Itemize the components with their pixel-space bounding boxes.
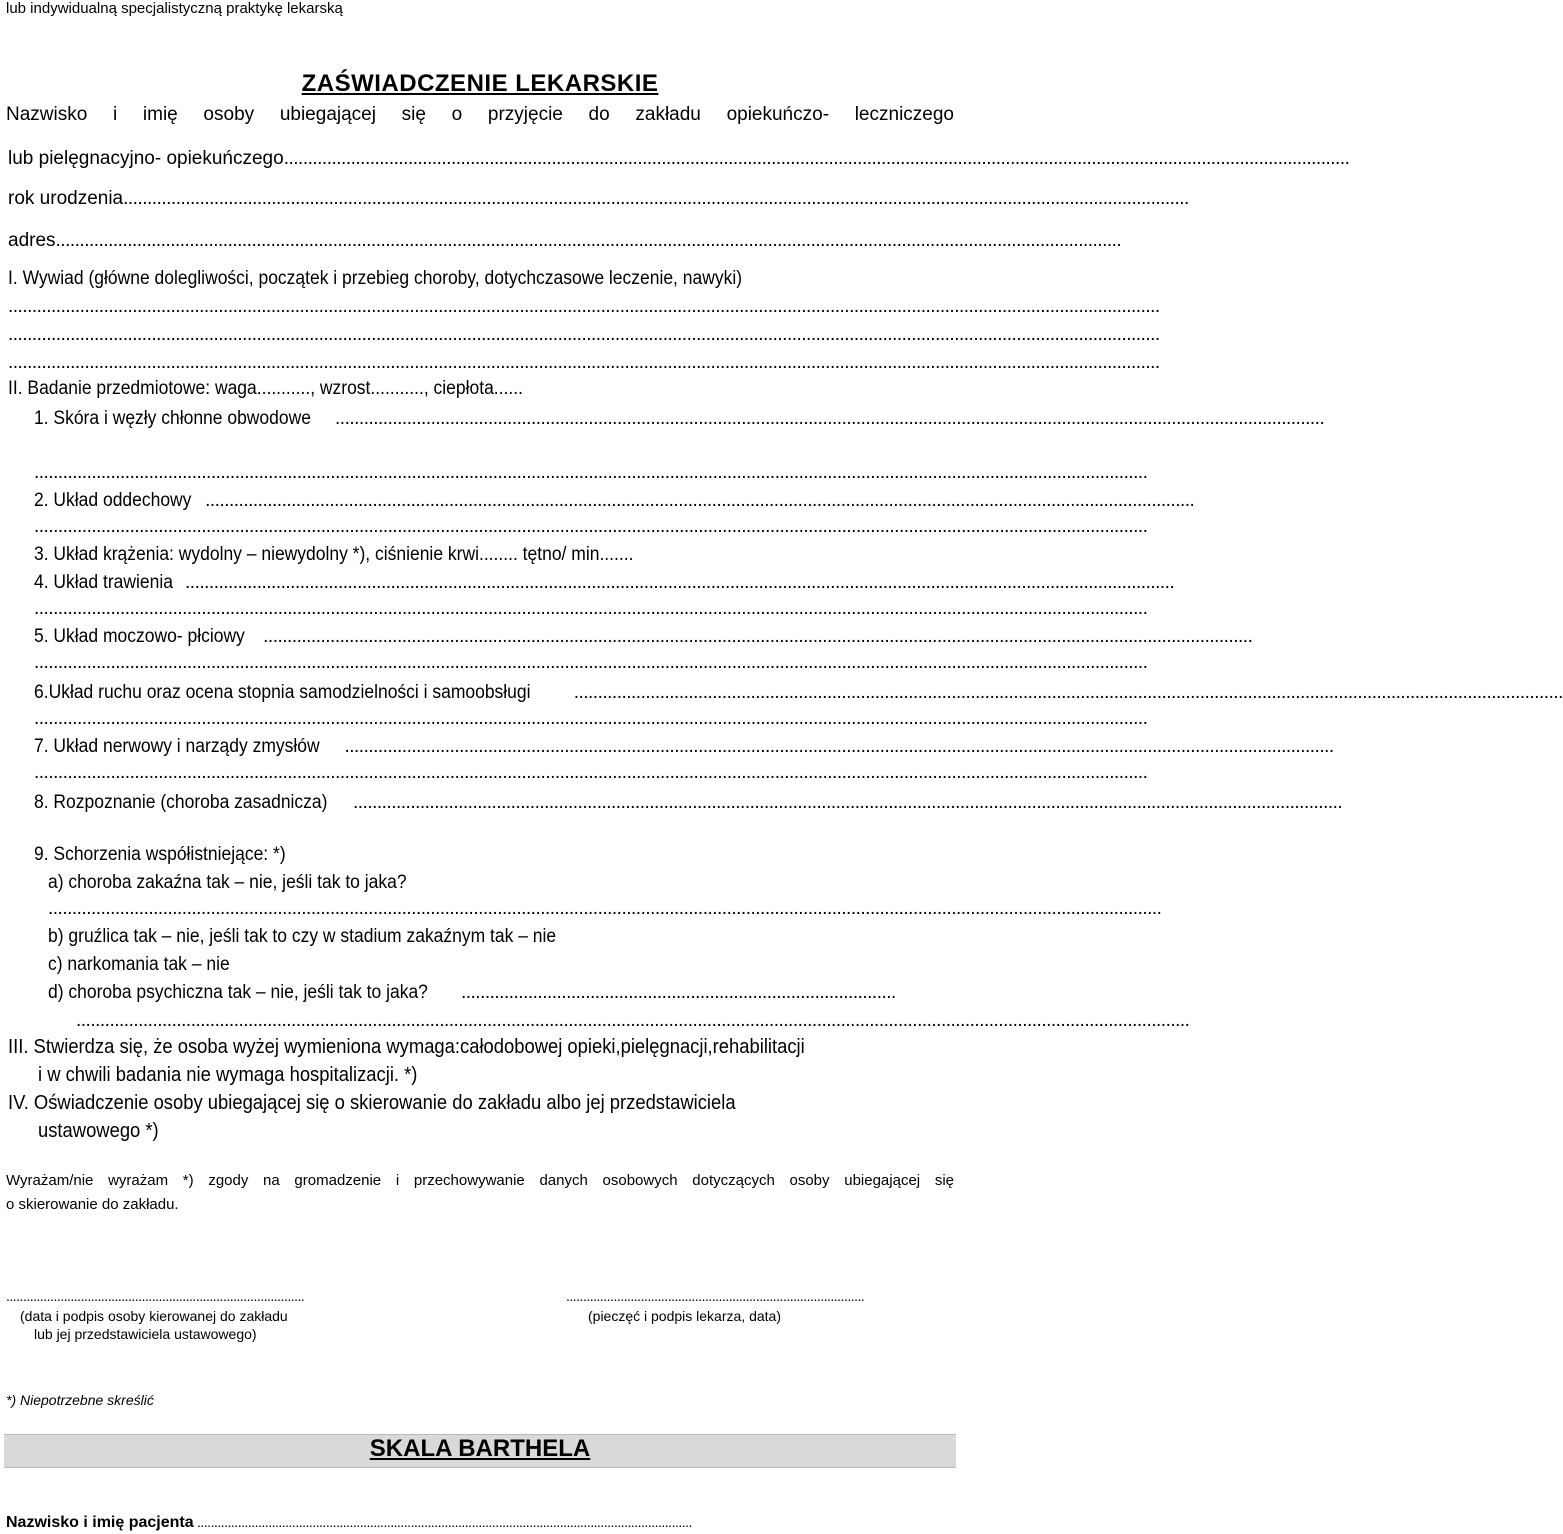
document-title: ZAŚWIADCZENIE LEKARSKIE: [301, 70, 659, 97]
dotted-line: ...........: [256, 378, 311, 399]
digestive-line-2[interactable]: .........................................................................................................................................................................................................................................: [34, 598, 1148, 619]
dotted-line: ...........: [370, 378, 424, 399]
dotted-line: ...............................................................................................................................................................................................................: [263, 626, 1253, 647]
section-3-line-2: i w chwili badania nie wymaga hospitalizacji. *): [38, 1064, 418, 1086]
dotted-line: ...............................................................................................................................................................................................................................: [55, 230, 1122, 251]
nervous-field[interactable]: [34, 734, 1334, 758]
comorbid-a: a) choroba zakaźna tak – nie, jeśli tak to jaka?: [48, 872, 407, 893]
section-1-line-3[interactable]: .................................................................................................................................................................................................................................................: [8, 352, 1160, 373]
birth-year-field[interactable]: [8, 186, 1189, 210]
applicant-signature-label: (data i podpis osoby kierowanej do zakładu: [20, 1308, 288, 1324]
digestive-label: 4. Układ trawienia: [34, 572, 173, 593]
comorbid-d-field[interactable]: [48, 980, 950, 1004]
dotted-line: .......: [599, 544, 634, 565]
section-4-line-1: IV. Oświadczenie osoby ubiegającej się o skierowanie do zakładu albo jej przedstawiciela: [8, 1092, 736, 1114]
respiratory-line-2[interactable]: .........................................................................................................................................................................................................................................: [34, 516, 1148, 537]
comorbid-heading: 9. Schorzenia współistniejące: *): [34, 844, 286, 865]
footnote: *) Niepotrzebne skreślić: [6, 1392, 154, 1408]
motor-line-2[interactable]: .........................................................................................................................................................................................................................................: [34, 708, 1148, 729]
applicant-signature-label-cont: lub jej przedstawiciela ustawowego): [34, 1326, 257, 1342]
weight-label: II. Badanie przedmiotowe: waga: [8, 378, 257, 399]
dotted-line: ...............................................................................................................................................................................................................: [335, 408, 1325, 429]
header-note: lub indywidualną specjalistyczną praktykę lekarską: [6, 0, 343, 17]
urogenital-field[interactable]: [34, 624, 1253, 648]
patient-name-field[interactable]: [6, 1514, 692, 1532]
section-4-line-2: ustawowego *): [38, 1120, 159, 1142]
circulatory-label: 3. Układ krążenia: wydolny – niewydolny *), ciśnienie krwi: [34, 544, 479, 565]
applicant-signature-line[interactable]: ........................................................................................: [6, 1288, 305, 1304]
doctor-signature-label: (pieczęć i podpis lekarza, data): [588, 1308, 781, 1324]
birth-year-label: rok urodzenia: [8, 188, 124, 209]
applicant-name-field[interactable]: [8, 146, 1350, 170]
dotted-line: ...............................................................................................................................................................................................................................: [283, 148, 1350, 169]
dotted-line: ........: [478, 544, 518, 565]
respiratory-field[interactable]: [34, 488, 1195, 512]
dotted-line: ..................................................................................................................................................: [193, 1514, 692, 1530]
dotted-line: ......: [493, 378, 523, 399]
pulse-label: tętno/ min: [517, 544, 600, 565]
section-1-line-2[interactable]: .................................................................................................................................................................................................................................................: [8, 324, 1160, 345]
motor-label: 6.Układ ruchu oraz ocena stopnia samodzielności i samoobsługi: [34, 682, 531, 703]
patient-name-label: Nazwisko i imię pacjenta: [6, 1514, 194, 1531]
comorbid-d-line[interactable]: .........................................................................................................................................................................................................................................: [76, 1010, 1190, 1031]
height-label: , wzrost: [310, 378, 371, 399]
address-label: adres: [8, 230, 56, 251]
applicant-name-label: Nazwisko i imię osoby ubiegającej się o przyjęcie do zakładu opiekuńczo- leczniczego: [6, 104, 954, 125]
dotted-line: ...............................................................................................................................................................................................................: [352, 792, 1343, 813]
dotted-line: ...............................................................................................................................................................................................................: [344, 736, 1334, 757]
circulatory-field[interactable]: [34, 544, 633, 566]
dotted-line: ...............................................................................................................................................................................................................: [573, 682, 1563, 703]
respiratory-label: 2. Układ oddechowy: [34, 490, 192, 511]
diagnosis-label: 8. Rozpoznanie (choroba zasadnicza): [34, 792, 328, 813]
temperature-label: , ciepłota: [423, 378, 494, 399]
diagnosis-field[interactable]: [34, 790, 1343, 814]
urogenital-line-2[interactable]: .........................................................................................................................................................................................................................................: [34, 652, 1148, 673]
urogenital-label: 5. Układ moczowo- płciowy: [34, 626, 245, 647]
nervous-line-2[interactable]: .........................................................................................................................................................................................................................................: [34, 762, 1148, 783]
consent-line-2: o skierowanie do zakładu.: [6, 1196, 179, 1213]
section-2-weight: [8, 378, 523, 400]
section-1-line-1[interactable]: .................................................................................................................................................................................................................................................: [8, 296, 1160, 317]
doctor-signature-line[interactable]: ........................................................................................: [566, 1288, 865, 1304]
skin-label: 1. Skóra i węzły chłonne obwodowe: [34, 408, 311, 429]
dotted-line: ...............................................................................................................................................................................................................: [205, 490, 1195, 511]
dotted-line: ...............................................................................................................................................................................................................................: [123, 188, 1189, 209]
nervous-label: 7. Układ nerwowy i narządy zmysłów: [34, 736, 320, 757]
comorbid-c: c) narkomania tak – nie: [48, 954, 230, 975]
comorbid-b: b) gruźlica tak – nie, jeśli tak to czy w stadium zakaźnym tak – nie: [48, 926, 557, 947]
motor-field[interactable]: [34, 680, 1563, 704]
address-field[interactable]: [8, 228, 1122, 252]
comorbid-a-line[interactable]: .........................................................................................................................................................................................................................................: [48, 898, 1162, 919]
section-3-line-1: III. Stwierdza się, że osoba wyżej wymieniona wymaga:całodobowej opieki,pielęgnacji,rehabilitacji: [8, 1036, 805, 1058]
dotted-line: ...............................................................................................................................................................................................................: [185, 572, 1175, 593]
section-1-heading: I. Wywiad (główne dolegliwości, początek i przebieg choroby, dotychczasowe leczenie, nawyki): [8, 268, 743, 289]
comorbid-d-label: d) choroba psychiczna tak – nie, jeśli tak to jaka?: [48, 982, 428, 1003]
digestive-field[interactable]: [34, 570, 1175, 594]
applicant-name-label-cont: lub pielęgnacyjno- opiekuńczego: [8, 148, 284, 169]
skin-line-2[interactable]: .........................................................................................................................................................................................................................................: [34, 462, 1148, 483]
skin-field[interactable]: [34, 406, 1325, 430]
barthel-title: SKALA BARTHELA: [369, 1435, 591, 1462]
consent-line-1: Wyrażam/nie wyrażam *) zgody na gromadzenie i przechowywanie danych osobowych dotyczących osoby ubiegającej się: [6, 1172, 954, 1189]
dotted-line: ...........................................................................................: [460, 982, 896, 1003]
